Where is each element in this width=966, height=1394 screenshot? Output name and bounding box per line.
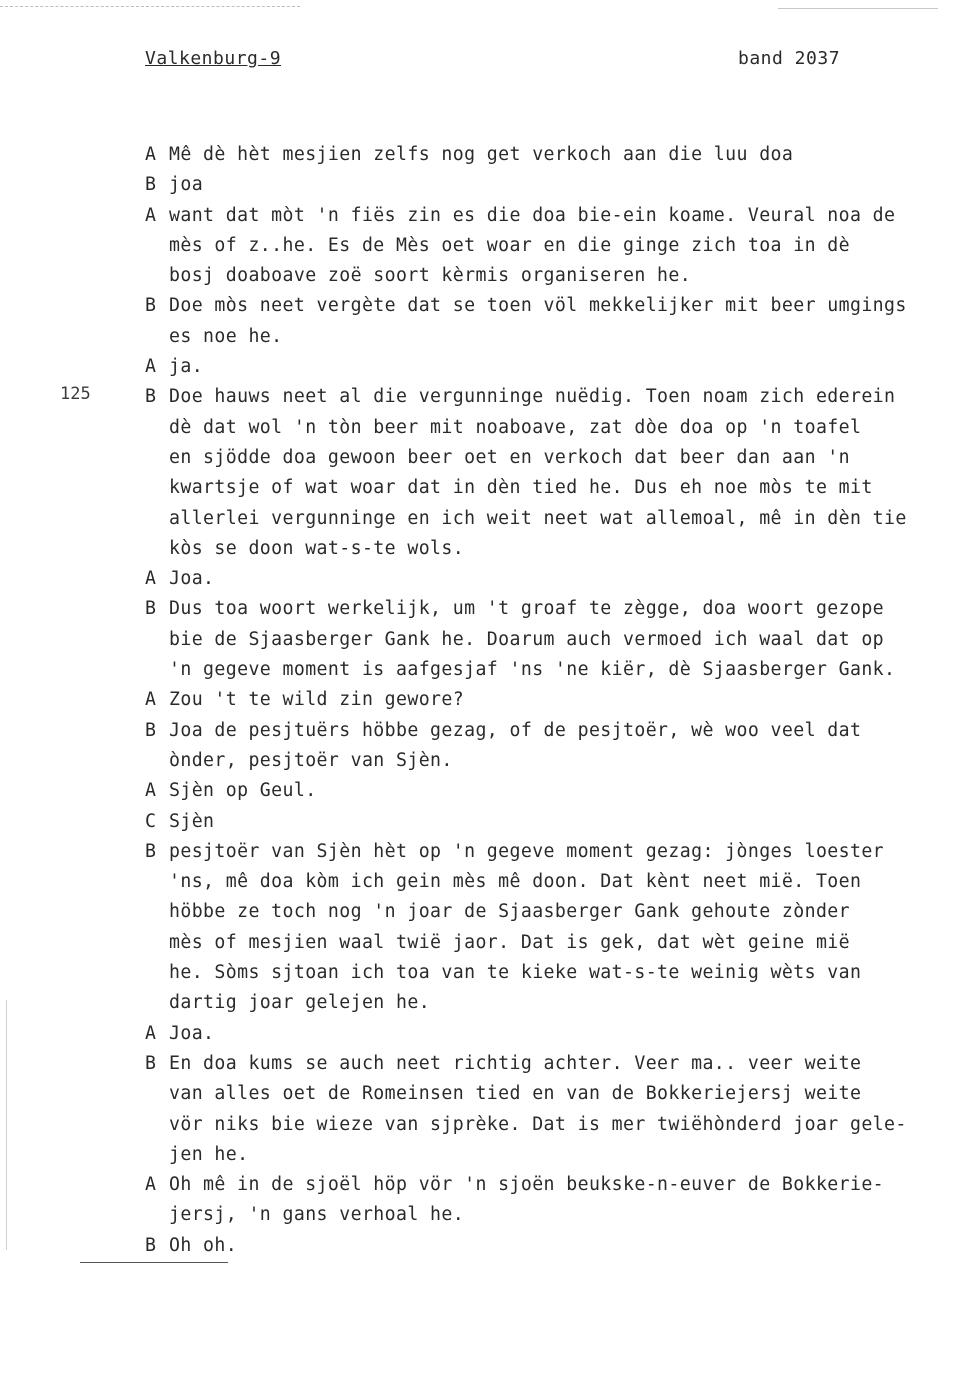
- line-text: Oh oh.: [169, 1234, 238, 1256]
- line-text: joa: [169, 174, 204, 196]
- transcript-line: [145, 867, 965, 897]
- line-text: Dus toa woort werkelijk, um 't groaf te zègge, doa woort gezope: [169, 598, 885, 620]
- line-text: Joa.: [169, 568, 215, 590]
- speaker-label: B: [145, 598, 157, 620]
- transcript-line: [145, 988, 965, 1018]
- line-text: jen he.: [169, 1143, 249, 1165]
- transcript-line: [145, 685, 965, 715]
- line-text: allerlei vergunninge en ich weit neet wat allemoal, mê in dèn tie: [169, 507, 907, 529]
- line-text: van alles oet de Romeinsen tied en van de Bokkeriejersj weite: [169, 1083, 862, 1105]
- transcript-line: [145, 958, 965, 988]
- line-text: En doa kums se auch neet richtig achter. Veer ma.. veer weite: [169, 1052, 862, 1074]
- transcript-line: [145, 534, 965, 564]
- line-text: 'ns, mê doa kòm ich gein mès mê doon. Dat kènt neet mië. Toen: [169, 871, 862, 893]
- document-title: [145, 48, 281, 69]
- tape-band-label: band 2037: [738, 48, 841, 69]
- transcript-line: [145, 1170, 965, 1200]
- transcript-body: [145, 140, 965, 1261]
- transcript-line: [145, 201, 965, 231]
- line-text: en sjödde doa gewoon beer oet en verkoch dat beer dan aan 'n: [169, 446, 850, 468]
- line-text: ònder, pesjtoër van Sjèn.: [169, 749, 453, 771]
- speaker-label: A: [145, 780, 157, 802]
- transcript-line: [145, 1049, 965, 1079]
- line-text: Mê dè hèt mesjien zelfs nog get verkoch aan die luu doa: [169, 144, 794, 165]
- transcript-line: [145, 564, 965, 594]
- transcript-line: [145, 1079, 965, 1109]
- line-text: jersj, 'n gans verhoal he.: [169, 1204, 465, 1226]
- transcript-line: [145, 473, 965, 503]
- speaker-label: B: [145, 174, 157, 196]
- transcript-line: [145, 261, 965, 291]
- speaker-label: A: [145, 1174, 157, 1196]
- speaker-label: B: [145, 1052, 157, 1074]
- bottom-rule: [80, 1262, 228, 1263]
- transcript-line: [145, 807, 965, 837]
- line-text: kòs se doon wat-s-te wols.: [169, 537, 465, 559]
- transcript-line: [145, 928, 965, 958]
- line-text: bie de Sjaasberger Gank he. Doarum auch vermoed ich waal dat op: [169, 628, 885, 650]
- transcript-line: [145, 170, 965, 200]
- transcript-line: [145, 352, 965, 382]
- transcript-line: [145, 594, 965, 624]
- line-text: ja.: [169, 356, 204, 378]
- transcript-line: [145, 140, 965, 170]
- speaker-label: A: [145, 356, 157, 378]
- top-right-rule: [778, 8, 938, 9]
- line-text: vör niks bie wieze van sjprèke. Dat is mer twiëhònderd joar gele-: [169, 1113, 907, 1135]
- transcript-line: [145, 1200, 965, 1230]
- speaker-label: A: [145, 204, 157, 226]
- line-text: Sjèn: [169, 810, 215, 832]
- transcript-line: [145, 1140, 965, 1170]
- transcript-line: [145, 837, 965, 867]
- speaker-label: A: [145, 689, 157, 711]
- transcript-line: [145, 1110, 965, 1140]
- line-text: Joa.: [169, 1022, 215, 1044]
- line-text: Joa de pesjtuërs höbbe gezag, of de pesjtoër, wè woo veel dat: [169, 719, 862, 741]
- transcript-line: [145, 443, 965, 473]
- line-text: es noe he.: [169, 325, 283, 347]
- speaker-label: C: [145, 810, 157, 832]
- margin-line-number: 125: [60, 384, 91, 404]
- speaker-label: B: [145, 295, 157, 317]
- line-text: bosj doaboave zoë soort kèrmis organiseren he.: [169, 265, 692, 287]
- speaker-label: B: [145, 719, 157, 741]
- transcript-line: [145, 625, 965, 655]
- transcript-line: [145, 291, 965, 321]
- line-text: Oh mê in de sjoël höp vör 'n sjoën beukske-n-euver de Bokkerie-: [169, 1174, 885, 1196]
- transcript-line: [145, 746, 965, 776]
- line-text: pesjtoër van Sjèn hèt op 'n gegeve moment gezag: jònges loester: [169, 840, 885, 862]
- transcript-line: [145, 897, 965, 927]
- transcript-line: [145, 776, 965, 806]
- transcript-line: [145, 231, 965, 261]
- line-text: Doe mòs neet vergète dat se toen völ mekkelijker mit beer umgings: [169, 295, 907, 317]
- line-text: want dat mòt 'n fiës zin es die doa bie-ein koame. Veural noa de: [169, 204, 896, 226]
- line-text: Zou 't te wild zin gewore?: [169, 689, 465, 711]
- line-text: mès of z..he. Es de Mès oet woar en die ginge zich toa in dè: [169, 234, 850, 256]
- transcript-line: [145, 716, 965, 746]
- line-text: dè dat wol 'n tòn beer mit noaboave, zat dòe doa op 'n toafel: [169, 416, 862, 438]
- transcript-line: [145, 655, 965, 685]
- line-text: kwartsje of wat woar dat in dèn tied he. Dus eh noe mòs te mit: [169, 477, 873, 499]
- line-text: Doe hauws neet al die vergunninge nuëdig. Toen noam zich ederein: [169, 386, 896, 408]
- speaker-label: B: [145, 386, 157, 408]
- transcript-line: [145, 1231, 965, 1261]
- top-dashed-rule: [0, 6, 300, 7]
- speaker-label: B: [145, 1234, 157, 1256]
- line-text: 'n gegeve moment is aafgesjaf 'ns 'ne kiër, dè Sjaasberger Gank.: [169, 659, 896, 681]
- line-text: dartig joar gelejen he.: [169, 992, 431, 1014]
- speaker-label: A: [145, 1022, 157, 1044]
- transcript-line: [145, 322, 965, 352]
- line-text: höbbe ze toch nog 'n joar de Sjaasberger Gank gehoute zònder: [169, 901, 850, 923]
- line-text: Sjèn op Geul.: [169, 780, 317, 802]
- transcript-line: [145, 1019, 965, 1049]
- line-text: mès of mesjien waal twië jaor. Dat is gek, dat wèt geine mië: [169, 931, 850, 953]
- left-margin-rule: [6, 1000, 7, 1250]
- line-text: he. Sòms sjtoan ich toa van te kieke wat-s-te weinig wèts van: [169, 962, 862, 984]
- transcript-line: [145, 382, 965, 412]
- speaker-label: A: [145, 144, 157, 165]
- title-left-text: Valkenburg-9: [145, 48, 282, 69]
- speaker-label: A: [145, 568, 157, 590]
- transcript-line: [145, 413, 965, 443]
- transcript-line: [145, 504, 965, 534]
- speaker-label: B: [145, 840, 157, 862]
